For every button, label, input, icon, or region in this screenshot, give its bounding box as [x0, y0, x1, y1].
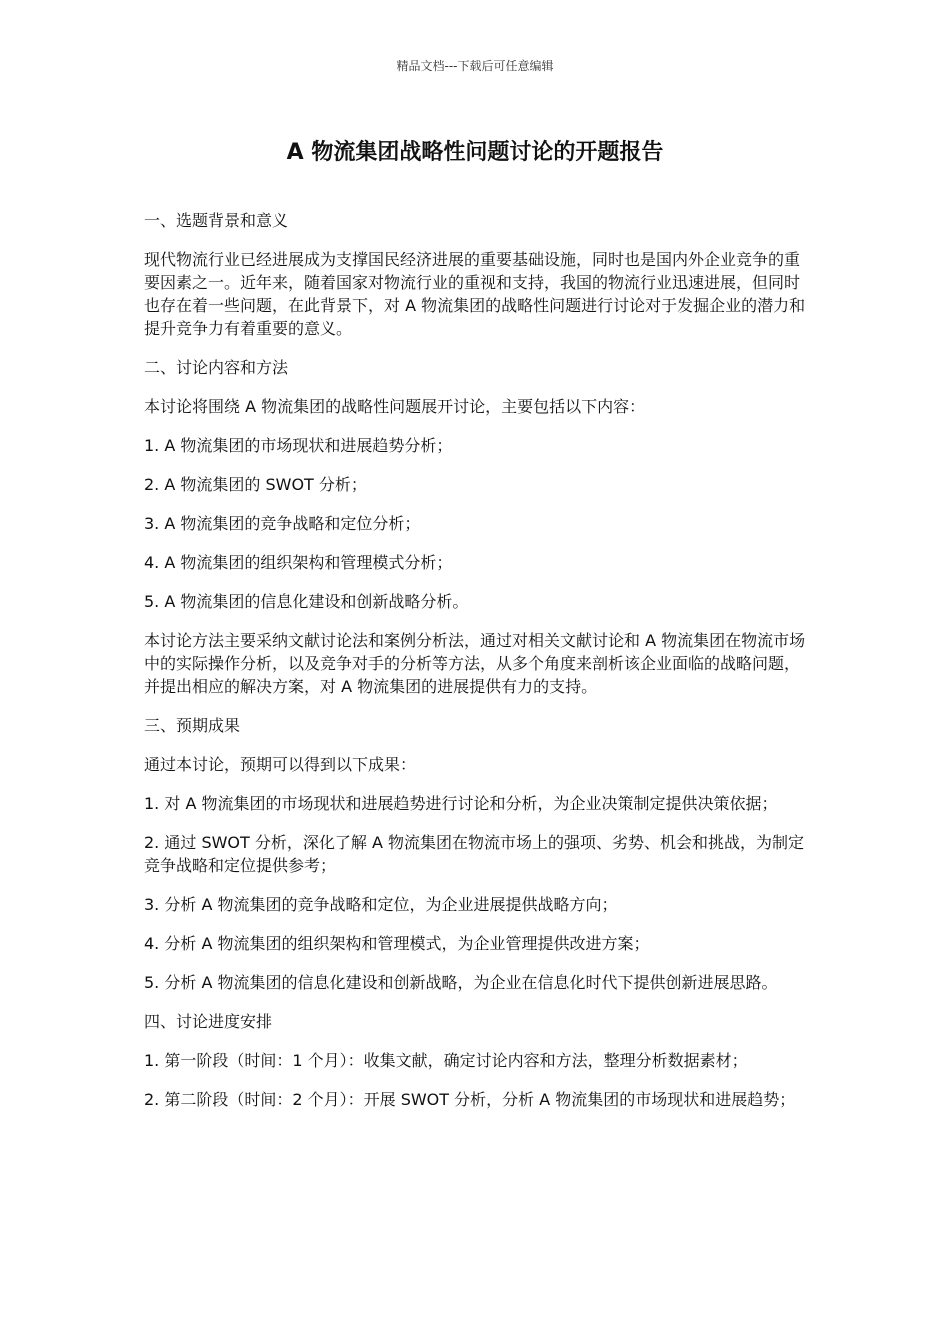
result-list-item-1: 1. 对 A 物流集团的市场现状和进展趋势进行讨论和分析，为企业决策制定提供决策依据；: [144, 794, 778, 813]
result-list-item-2: 2. 通过 SWOT 分析，深化了解 A 物流集团在物流市场上的强项、劣势、机会和挑战，为制定竞争战略和定位提供参考；: [144, 833, 804, 875]
content-list-item-5: 5. A 物流集团的信息化建设和创新战略分析。: [144, 592, 469, 611]
content-list-item-2: 2. A 物流集团的 SWOT 分析；: [144, 475, 367, 494]
paragraph-content-intro: 本讨论将围绕 A 物流集团的战略性问题展开讨论，主要包括以下内容：: [144, 397, 646, 416]
content-list-item-3: 3. A 物流集团的竞争战略和定位分析；: [144, 514, 421, 533]
paragraph-results-intro: 通过本讨论，预期可以得到以下成果：: [144, 755, 417, 774]
paragraph-background: 现代物流行业已经进展成为支撑国民经济进展的重要基础设施，同时也是国内外企业竞争的重要因素之一。近年来，随着国家对物流行业的重视和支持，我国的物流行业迅速进展，但同时也存在着一些问题，在此背景下，对 A 物流集团的战略性问题进行讨论对于发掘企业的潜力和提升竞争力有着重要的意义。: [144, 250, 806, 338]
result-list-item-5: 5. 分析 A 物流集团的信息化建设和创新战略，为企业在信息化时代下提供创新进展思路。: [144, 973, 778, 992]
result-list-item-4: 4. 分析 A 物流集团的组织架构和管理模式，为企业管理提供改进方案；: [144, 934, 650, 953]
section-heading-content-method: 二、讨论内容和方法: [144, 358, 289, 377]
page-header: 精品文档---下载后可任意编辑: [396, 59, 554, 73]
schedule-list-item-2: 2. 第二阶段（时间：2 个月）：开展 SWOT 分析，分析 A 物流集团的市场现状和进展趋势；: [144, 1090, 796, 1109]
document-body: [144, 209, 808, 1127]
document-title: A 物流集团战略性问题讨论的开题报告: [286, 140, 664, 165]
content-list-item-4: 4. A 物流集团的组织架构和管理模式分析；: [144, 553, 453, 572]
content-list-item-1: 1. A 物流集团的市场现状和进展趋势分析；: [144, 436, 453, 455]
result-list-item-3: 3. 分析 A 物流集团的竞争战略和定位，为企业进展提供战略方向；: [144, 895, 618, 914]
schedule-list-item-1: 1. 第一阶段（时间：1 个月）：收集文献，确定讨论内容和方法，整理分析数据素材；: [144, 1051, 748, 1070]
section-heading-background: 一、选题背景和意义: [144, 211, 289, 230]
paragraph-method: 本讨论方法主要采纳文献讨论法和案例分析法，通过对相关文献讨论和 A 物流集团在物流市场中的实际操作分析，以及竞争对手的分析等方法，从多个角度来剖析该企业面临的战略问题，并提出相应的解决方案，对 A 物流集团的进展提供有力的支持。: [144, 631, 806, 696]
section-heading-schedule: 四、讨论进度安排: [144, 1012, 273, 1031]
section-heading-expected-results: 三、预期成果: [144, 716, 241, 735]
